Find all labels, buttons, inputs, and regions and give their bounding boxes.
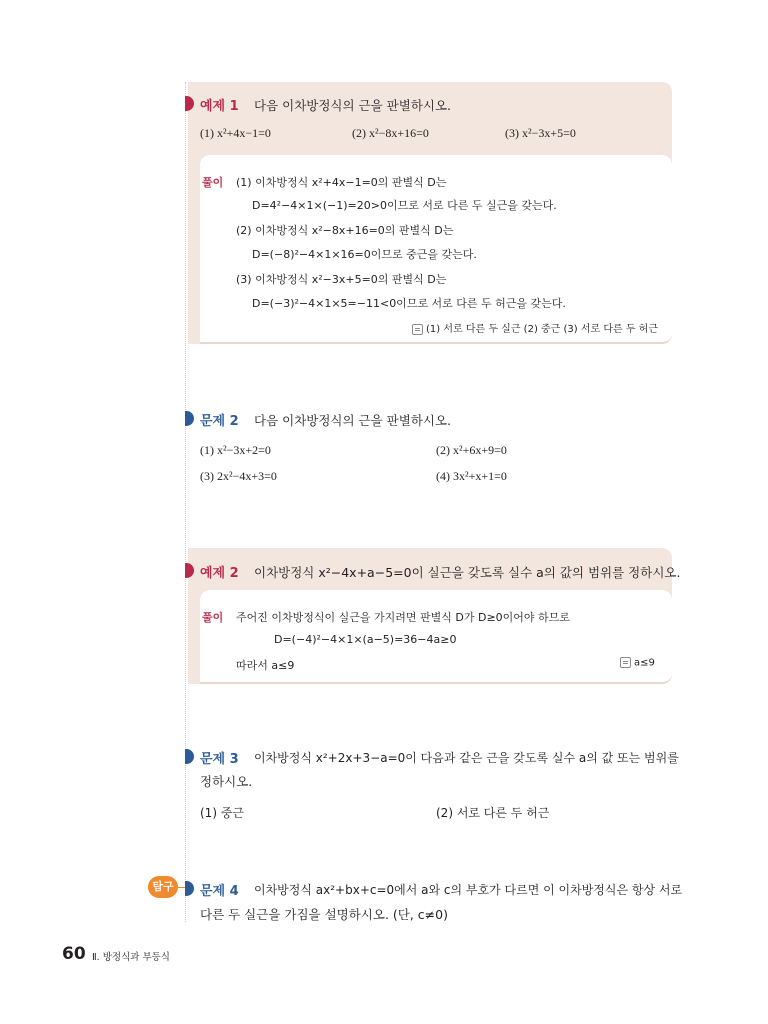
chapter-title: Ⅱ. 방정식과 부등식 [92, 952, 170, 963]
example-1-solution-line: (1) 이차방정식 x²+4x−1=0의 판별식 D는 [236, 176, 447, 189]
problem-3-label: 문제 3 [200, 752, 239, 767]
problem-3-title-line-1: 이차방정식 x²+2x+3−a=0이 다음과 같은 근을 갖도록 실수 a의 값 또는 범위를 [254, 751, 679, 765]
problem-3-item-1: (1) 중근 [200, 806, 244, 820]
example-1-title: 다음 이차방정식의 근을 판별하시오. [254, 98, 452, 113]
example-1-solution-line: D=4²−4×1×(−1)=20>0이므로 서로 다른 두 실근을 갖는다. [252, 199, 557, 212]
answer-icon [412, 324, 423, 335]
example-1-item-2: (2) x²−8x+16=0 [352, 126, 429, 140]
answer-icon [620, 657, 631, 668]
example-2-solution-line: D=(−4)²−4×1×(a−5)=36−4a≥0 [274, 633, 457, 646]
example-2-answer-text: a≤9 [634, 657, 655, 669]
example-2-solution-tag: 풀이 [202, 611, 224, 624]
problem-3-marker [185, 749, 194, 764]
example-1-solution-line: D=(−8)²−4×1×16=0이므로 중근을 갖는다. [252, 248, 477, 261]
problem-2-item-3: (3) 2x²−4x+3=0 [200, 469, 277, 483]
example-1-solution-line: D=(−3)²−4×1×5=−11<0이므로 서로 다른 두 허근을 갖는다. [252, 297, 566, 310]
problem-4-title-line-2: 다른 두 실근을 가짐을 설명하시오. (단, c≠0) [200, 907, 448, 922]
example-1-item-3: (3) x²−3x+5=0 [505, 126, 576, 140]
problem-2-item-4: (4) 3x²+x+1=0 [436, 469, 507, 483]
example-1-solution-line: (3) 이차방정식 x²−3x+5=0의 판별식 D는 [236, 273, 447, 286]
example-1-solution-tag: 풀이 [202, 176, 224, 189]
page-number: 60 [62, 944, 86, 964]
example-2-title: 이차방정식 x²−4x+a−5=0이 실근을 갖도록 실수 a의 값의 범위를 정하시오. [254, 565, 681, 580]
example-1-solution-line: (2) 이차방정식 x²−8x+16=0의 판별식 D는 [236, 224, 454, 237]
left-guide-line [185, 82, 186, 922]
problem-3-title-line-2: 정하시오. [200, 774, 253, 789]
problem-4-label: 문제 4 [200, 884, 239, 899]
problem-2-item-1: (1) x²−3x+2=0 [200, 443, 271, 457]
problem-2-item-2: (2) x²+6x+9=0 [436, 443, 507, 457]
problem-2-marker [185, 411, 194, 426]
problem-4-title-line-1: 이차방정식 ax²+bx+c=0에서 a와 c의 부호가 다르면 이 이차방정식은 항상 서로 [254, 883, 683, 897]
example-2-solution-line: 따라서 a≤9 [236, 659, 295, 672]
explore-badge: 탐구 [148, 876, 178, 898]
problem-3-item-2: (2) 서로 다른 두 허근 [436, 806, 550, 820]
example-1-label: 예제 1 [200, 99, 239, 114]
example-1-answer-text: (1) 서로 다른 두 실근 (2) 중근 (3) 서로 다른 두 허근 [426, 324, 659, 335]
problem-4-marker [185, 881, 194, 896]
example-1-answer [412, 320, 658, 335]
problem-2-title: 다음 이차방정식의 근을 판별하시오. [254, 413, 452, 428]
problem-2-label: 문제 2 [200, 414, 239, 429]
example-2-label: 예제 2 [200, 566, 239, 581]
example-2-answer [620, 657, 655, 669]
example-1-item-1: (1) x²+4x−1=0 [200, 126, 271, 140]
example-2-solution-line: 주어진 이차방정식이 실근을 가지려면 판별식 D가 D≥0이어야 하므로 [236, 611, 570, 624]
